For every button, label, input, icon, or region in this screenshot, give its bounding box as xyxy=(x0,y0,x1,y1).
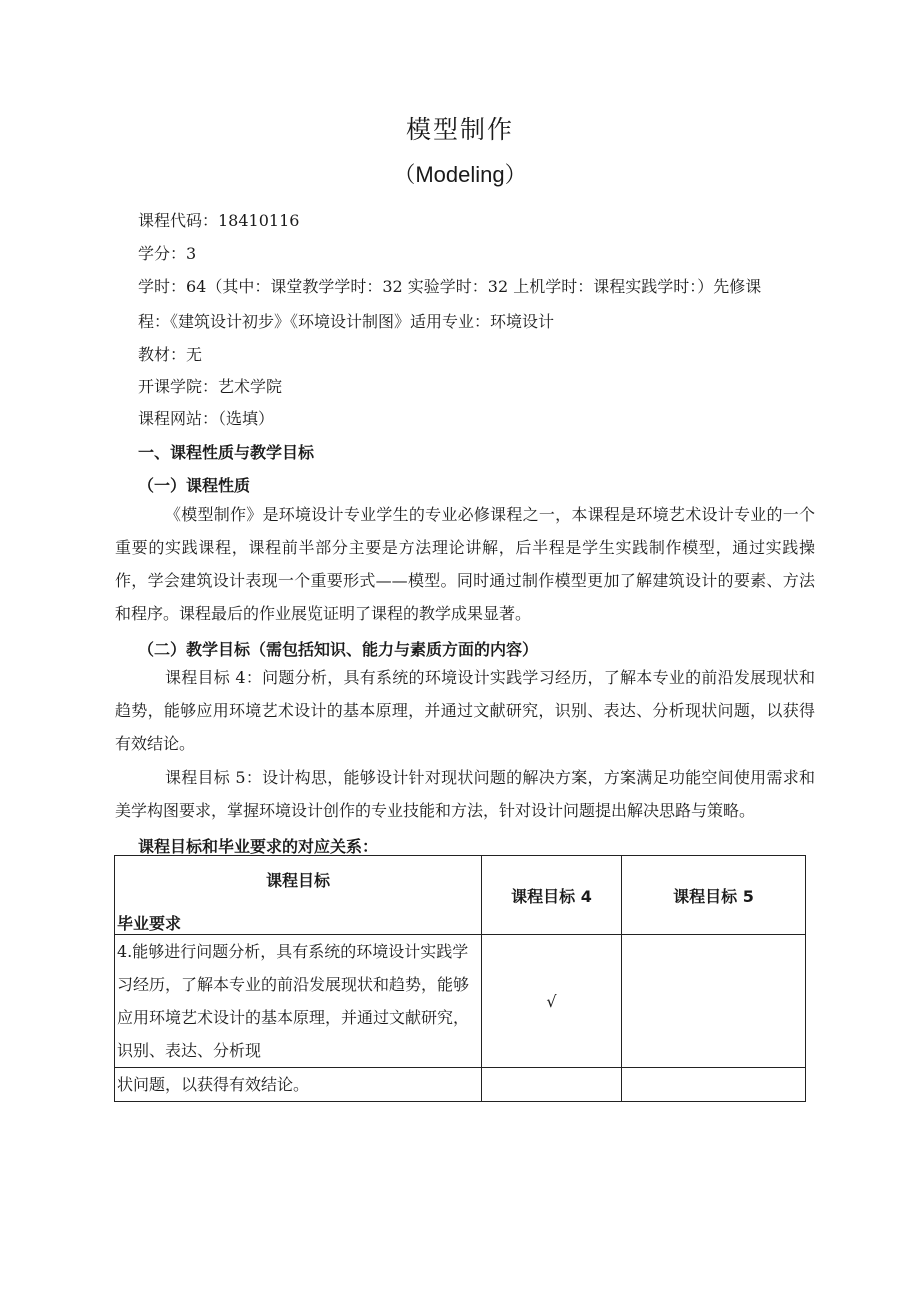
table-header-diagonal-cell xyxy=(115,856,482,935)
table-header-row xyxy=(115,856,806,935)
table-caption: 课程目标和毕业要求的对应关系： xyxy=(138,837,379,856)
document-subtitle: （Modeling） xyxy=(393,162,527,187)
row2-goal4-mark xyxy=(482,1068,622,1102)
goal5-paragraph: 课程目标 5：设计构思，能够设计针对现状问题的解决方案，方案满足功能空间使用需求和美学构图要求，掌握环境设计创作的专业技能和方法，针对设计问题提出解决思路与策略。 xyxy=(115,768,815,820)
row1-goal5-mark xyxy=(622,935,806,1068)
header-requirement-label: 毕业要求 xyxy=(117,914,182,933)
row1-goal4-mark: √ xyxy=(482,935,622,1068)
course-hours-line2: 程：《建筑设计初步》《环境设计制图》适用专业：环境设计 xyxy=(138,312,555,331)
course-college: 开课学院：艺术学院 xyxy=(138,377,283,396)
course-credit: 学分：3 xyxy=(138,244,197,263)
table-row xyxy=(115,1068,806,1102)
course-code: 课程代码：18410116 xyxy=(138,211,300,230)
course-hours-line1: 学时：64（其中：课堂教学学时：32 实验学时：32 上机学时：课程实践学时：）先修课 xyxy=(138,277,762,296)
course-nature-paragraph: 《模型制作》是环境设计专业学生的专业必修课程之一，本课程是环境艺术设计专业的一个重要的实践课程，课程前半部分主要是方法理论讲解，后半程是学生实践制作模型，通过实践操作，学会建筑设计表现一个重要形式——模型。同时通过制作模型更加了解建筑设计的要素、方法和程序。课程最后的作业展览证明了课程的教学成果显著。 xyxy=(115,505,815,623)
section1-sub2-heading: （二）教学目标（需包括知识、能力与素质方面的内容） xyxy=(138,640,539,659)
header-goal5: 课程目标 5 xyxy=(622,856,806,935)
row1-requirement: 4.能够进行问题分析，具有系统的环境设计实践学习经历，了解本专业的前沿发展现状和趋势，能够应用环境艺术设计的基本原理，并通过文献研究，识别、表达、分析现 xyxy=(115,935,482,1068)
section1-sub1-heading: （一）课程性质 xyxy=(138,476,251,495)
course-website: 课程网站：（选填） xyxy=(138,409,275,428)
course-textbook: 教材：无 xyxy=(138,345,203,364)
section1-heading: 一、课程性质与教学目标 xyxy=(138,443,315,462)
table-row xyxy=(115,935,806,1068)
document-title: 模型制作 xyxy=(405,115,514,144)
header-goal4: 课程目标 4 xyxy=(482,856,622,935)
row2-goal5-mark xyxy=(622,1068,806,1102)
goal4-paragraph: 课程目标 4：问题分析，具有系统的环境设计实践学习经历，了解本专业的前沿发展现状和趋势，能够应用环境艺术设计的基本原理，并通过文献研究，识别、表达、分析现状问题，以获得有效结论。 xyxy=(115,668,815,753)
goals-requirements-table xyxy=(114,855,806,1102)
header-course-goal-label: 课程目标 xyxy=(265,871,330,890)
row2-requirement: 状问题，以获得有效结论。 xyxy=(115,1068,482,1102)
